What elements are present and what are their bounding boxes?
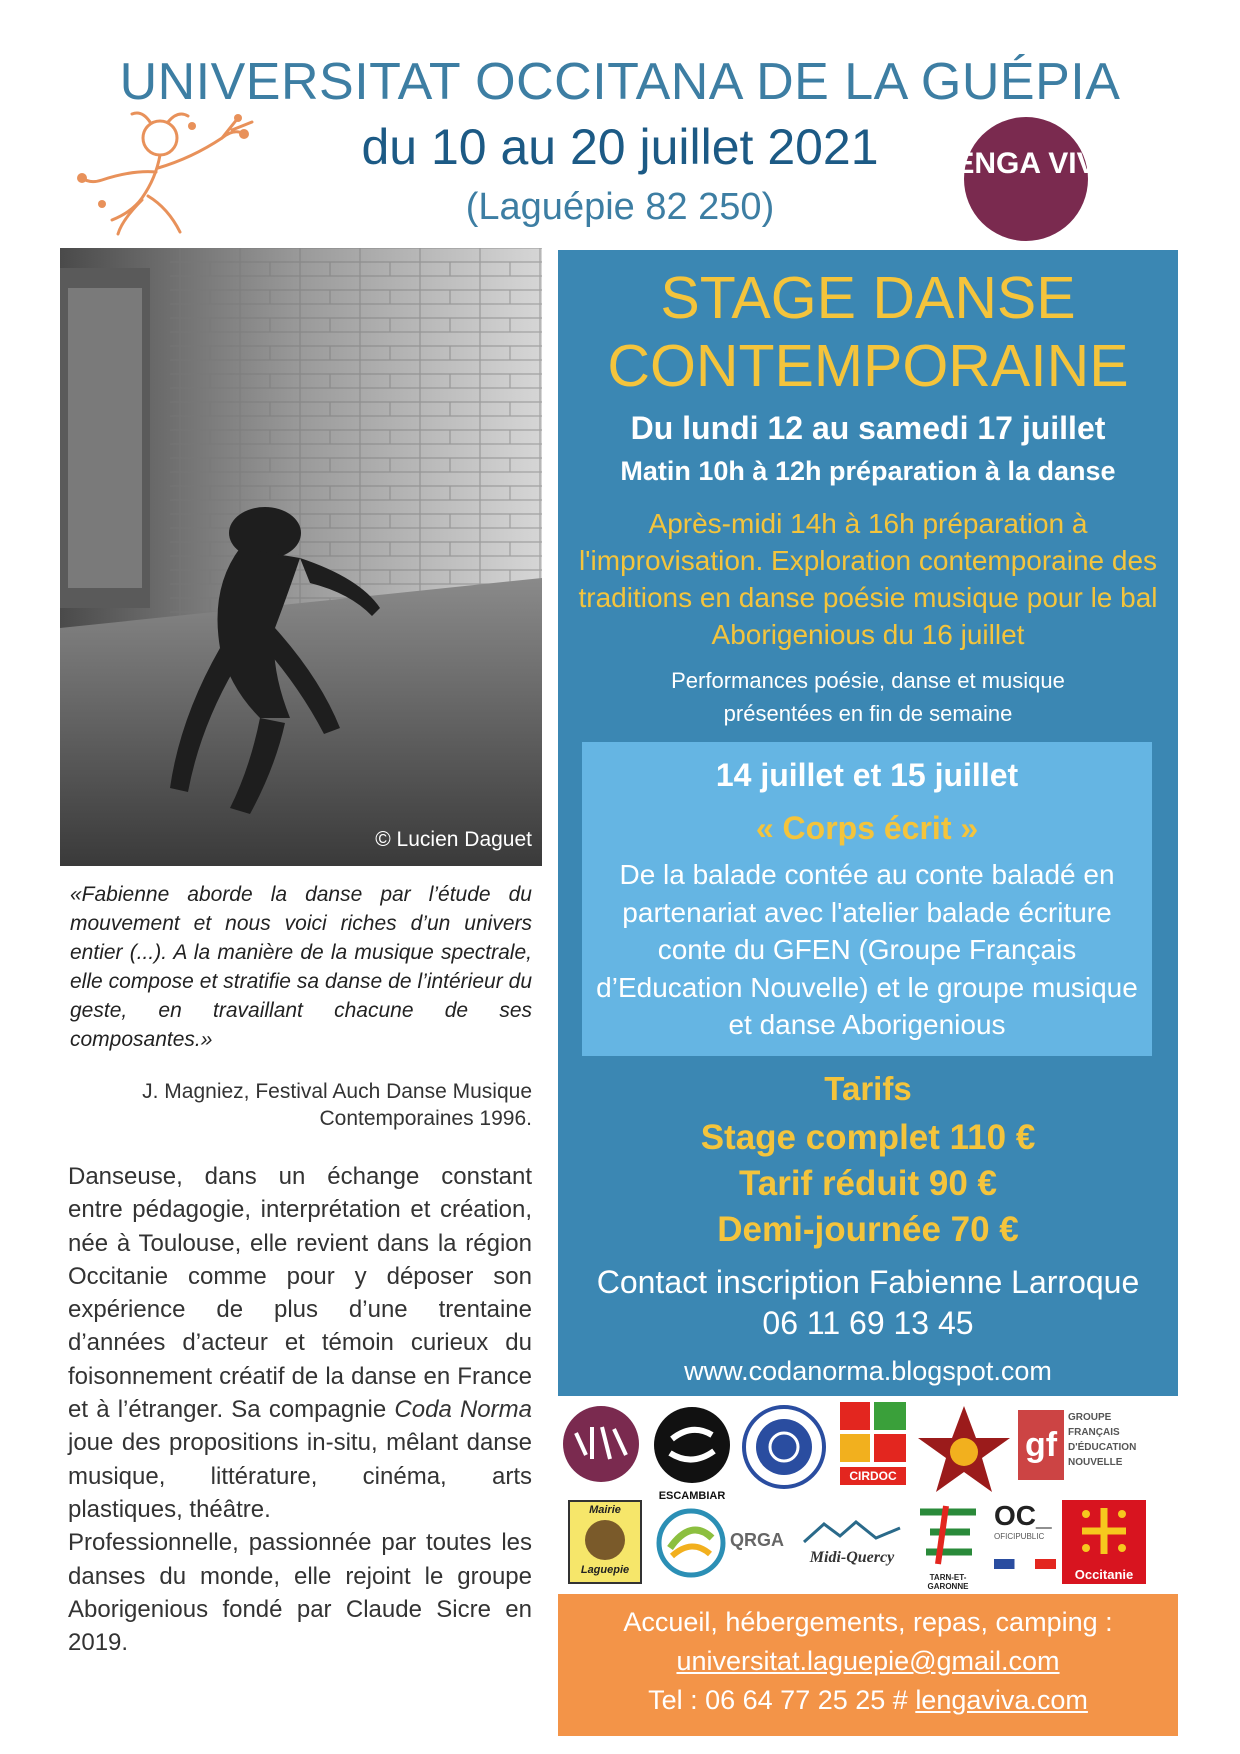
press-quote: «Fabienne aborde la danse par l’étude du mouvement et nous voici riches d’un univers entier (...). A la manière de la musique spectrale, elle compose et stratifie sa danse de l’intérieur du geste, en travaillant chacune de ses composantes.» bbox=[70, 883, 532, 1051]
flag-bar bbox=[994, 1559, 1056, 1569]
bio-paragraph-2: Professionnelle, passionnée par toutes les danses du monde, elle rejoint le groupe Aborigenious fondé par Claude Sicre en 2019. bbox=[68, 1529, 532, 1657]
gfen-line4: NOUVELLE bbox=[1068, 1457, 1123, 1468]
dancer-photo bbox=[60, 248, 542, 866]
partner-tarn-et-garonne-logo bbox=[910, 1502, 986, 1591]
occitanie-label: Occitanie bbox=[1074, 1567, 1134, 1582]
tarif-full: Stage complet 110 € bbox=[700, 1118, 1036, 1157]
morning-schedule: Matin 10h à 12h préparation à la danse bbox=[620, 456, 1116, 486]
tarif-half-day: Demi-journée 70 € bbox=[717, 1210, 1019, 1249]
qrga-label: QRGA bbox=[730, 1530, 784, 1550]
midi-quercy-icon bbox=[800, 1518, 904, 1544]
partner-cirdoc-logo bbox=[840, 1402, 906, 1498]
footer-phone-line bbox=[558, 1685, 1178, 1716]
gfen-mark: gf bbox=[1018, 1410, 1064, 1480]
partner-star-emblem-logo bbox=[916, 1404, 1012, 1496]
contact-name: Contact inscription Fabienne Larroque bbox=[596, 1264, 1140, 1300]
quote-source-line2: Contemporaines 1996. bbox=[319, 1107, 532, 1130]
escambiar-label: ESCAMBIAR bbox=[658, 1490, 726, 1502]
gfen-line1: GROUPE bbox=[1068, 1412, 1112, 1423]
lenga-logo-text-top: LENGA VIVA bbox=[935, 147, 1117, 180]
mairie-town-label: Laguepie bbox=[580, 1564, 630, 1576]
footer-phone: Tel : 06 64 77 25 25 # bbox=[648, 1685, 916, 1715]
contact-info bbox=[558, 1262, 1178, 1344]
tarifs-title: Tarifs bbox=[824, 1070, 912, 1107]
bio-text: Danseuse, dans un échange constant entre pédagogie, interprétation et création, née à Toulouse, elle revient dans la région Occitanie comme pour y déposer son expérience de plus d’une trentaine d’années d’acteur et témoin curieux du foisonnement créatif de la danse en France et à l’étranger. Sa compagnie bbox=[68, 1163, 532, 1424]
corps-ecrit-dates: 14 juillet et 15 juillet bbox=[715, 757, 1019, 793]
jester-dancer-illustration bbox=[72, 108, 282, 238]
gfen-line3: D'ÉDUCATION bbox=[1068, 1442, 1137, 1453]
lenga-viva-logo bbox=[935, 115, 1117, 243]
stage-title-line2: CONTEMPORAINE bbox=[607, 333, 1129, 399]
partner-lenga-viva-logo bbox=[562, 1405, 640, 1483]
quote-source bbox=[70, 1078, 532, 1132]
footer-site-link[interactable]: lengaviva.com bbox=[915, 1685, 1088, 1715]
contact-phone: 06 11 69 13 45 bbox=[762, 1305, 974, 1341]
midi-quercy-label: Midi-Quercy bbox=[809, 1549, 895, 1566]
gfen-line2: FRANÇAIS bbox=[1068, 1427, 1120, 1438]
quote-source-line1: J. Magniez, Festival Auch Danse Musique bbox=[142, 1080, 532, 1103]
oc-mark: OC_ bbox=[994, 1500, 1052, 1531]
partner-escambiar-logo bbox=[652, 1405, 732, 1505]
footer-email-link[interactable]: universitat.laguepie@gmail.com bbox=[676, 1646, 1060, 1676]
website-link[interactable]: www.codanorma.blogspot.com bbox=[684, 1356, 1052, 1386]
dancer-bio bbox=[68, 1160, 532, 1659]
escambiar-icon bbox=[652, 1405, 732, 1485]
company-name: Coda Norma bbox=[394, 1396, 532, 1424]
partner-mairie-laguepie-logo bbox=[568, 1500, 642, 1584]
afternoon-schedule: Après-midi 14h à 16h préparation à l'improvisation. Exploration contemporaine des traditions en danse poésie musique pour le bal Aborigenious du 16 juillet bbox=[578, 508, 1158, 650]
gfen-text bbox=[1068, 1410, 1136, 1470]
stage-dates: Du lundi 12 au samedi 17 juillet bbox=[630, 410, 1106, 446]
stage-title bbox=[558, 264, 1178, 400]
qrga-icon bbox=[656, 1508, 726, 1578]
bio-text-after: joue des propositions in-situ, mêlant danse musique, littérature, cinéma, arts plastiques, théâtre. bbox=[68, 1429, 532, 1523]
partner-midi-quercy-logo bbox=[800, 1518, 904, 1576]
corps-ecrit-description: De la balade contée au conte baladé en partenariat avec l'atelier balade écriture conte du GFEN (Groupe Français d’Education Nouvelle) et le groupe musique et danse Aborigenious bbox=[596, 859, 1138, 1040]
partner-occitanie-region-logo bbox=[1062, 1500, 1146, 1584]
partner-gfen-logo bbox=[1018, 1410, 1148, 1480]
corps-ecrit-title: « Corps écrit » bbox=[755, 810, 979, 846]
partner-qrga-logo bbox=[656, 1508, 786, 1578]
tarif-reduced: Tarif réduit 90 € bbox=[738, 1164, 998, 1203]
tarifs-list bbox=[558, 1115, 1178, 1253]
performances-note bbox=[570, 664, 1166, 730]
mairie-label: Mairie bbox=[589, 1504, 621, 1516]
tarn-garonne-label: TARN-ET-GARONNE bbox=[927, 1573, 969, 1591]
footer-services: Accueil, hébergements, repas, camping : bbox=[623, 1607, 1113, 1637]
occitan-cross-icon bbox=[1062, 1500, 1146, 1562]
bio-paragraph-1 bbox=[68, 1160, 532, 1526]
performances-line2: présentées en fin de semaine bbox=[723, 701, 1013, 726]
mairie-emblem bbox=[585, 1520, 625, 1560]
dancer-photo-image bbox=[60, 248, 542, 866]
cirdoc-icon bbox=[840, 1402, 906, 1462]
partner-circle-emblem-logo bbox=[742, 1405, 826, 1489]
oficipublic-label: OFICIPUBLIC bbox=[994, 1532, 1045, 1541]
event-dates: du 10 au 20 juillet 2021 bbox=[361, 119, 879, 175]
event-title: UNIVERSITAT OCCITANA DE LA GUÉPIA bbox=[119, 53, 1121, 111]
cirdoc-label: CIRDOC bbox=[840, 1467, 906, 1485]
partner-oficipublic-logo bbox=[994, 1500, 1056, 1586]
event-place: (Laguépie 82 250) bbox=[465, 186, 775, 228]
stage-title-line1: STAGE DANSE bbox=[660, 265, 1076, 331]
photo-credit: © Lucien Daguet bbox=[375, 828, 532, 851]
performances-line1: Performances poésie, danse et musique bbox=[671, 668, 1065, 693]
tarn-garonne-icon bbox=[910, 1502, 986, 1568]
